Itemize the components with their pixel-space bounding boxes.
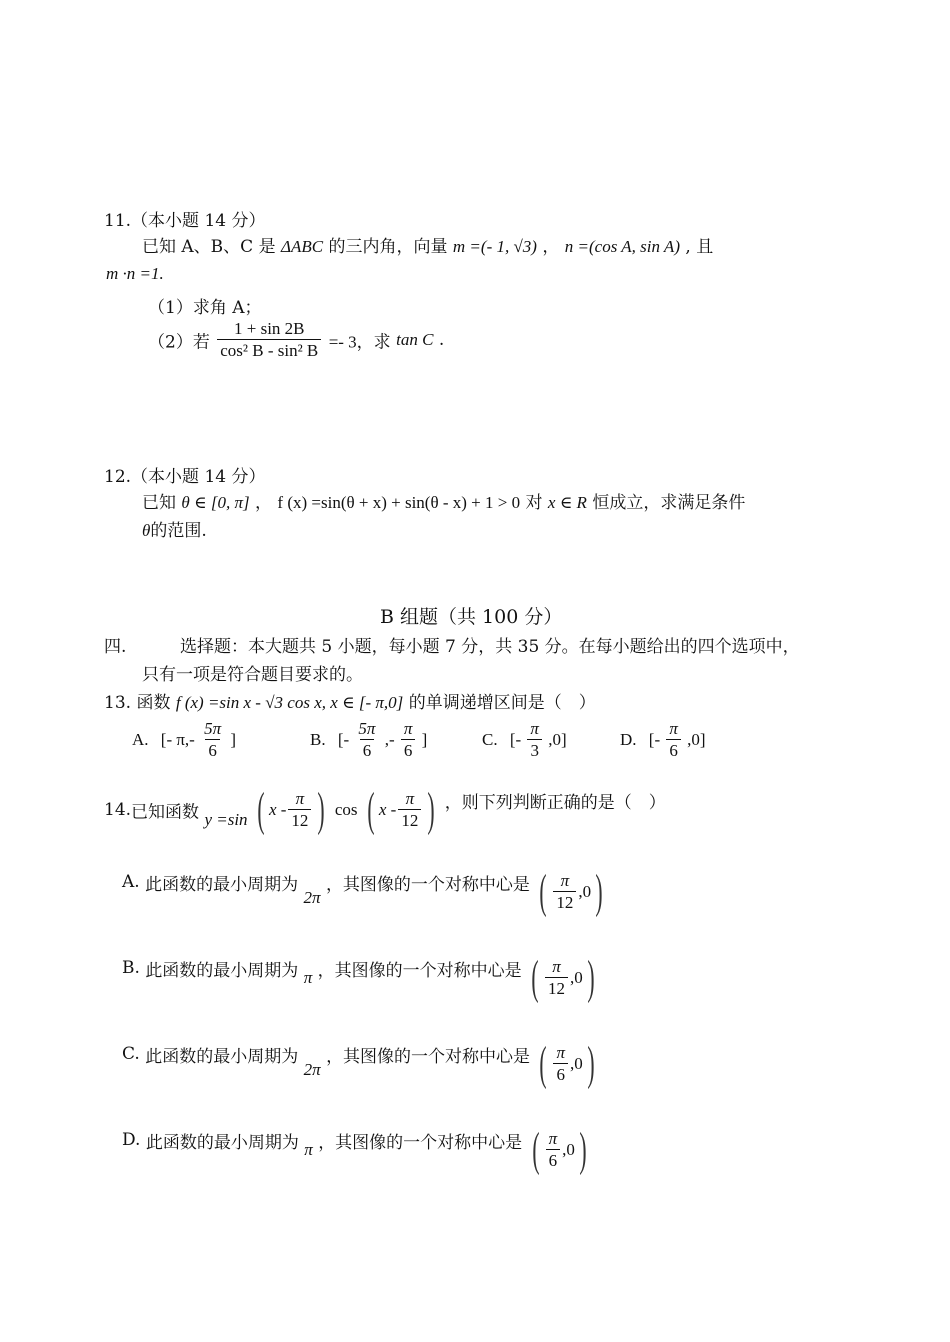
q14-option-b-num: π — [552, 956, 561, 976]
q11-header: 11.（本小题 14 分） — [104, 211, 266, 231]
q13-option-d-num: π — [669, 719, 678, 738]
section-number: 四. — [104, 637, 127, 657]
q14-option-b-frac — [545, 956, 568, 1000]
q14-option-c-center: ( $\frac{\pi}{6}$ ,0 ) — [539, 1037, 595, 1090]
q14-frac-1-num: π — [295, 788, 305, 808]
q13-option-b-frac1 — [355, 718, 378, 762]
q13-option-d-pre: [- — [648, 730, 661, 750]
q11-text-c: ， — [542, 237, 560, 257]
q14-cos: cos — [334, 800, 358, 819]
q14-option-a-text: 此函数的最小周期为 — [145, 874, 299, 895]
q14-option-c-period: 2π — [303, 1060, 321, 1079]
q12-line2-post: 的范围. — [150, 521, 207, 541]
q11-line1 — [142, 232, 713, 257]
group-b-title: B 组题（共 100 分） — [380, 606, 563, 628]
q14-option-d-label: D. — [122, 1130, 141, 1150]
q13-option-b-frac2 — [401, 718, 416, 762]
q14-option-d-tail: ,0 — [562, 1140, 575, 1159]
q13-option-b-num1: 5π — [358, 719, 376, 738]
q14-option-a-label: A. — [122, 872, 140, 892]
q13-option-c-den: 3 — [527, 739, 542, 762]
q14-x-minus-1: x - — [268, 800, 287, 819]
section-instructions: 选择题：本大题共 5 小题，每小题 7 分，共 35 分。在每小题给出的四个选项中， — [180, 637, 800, 657]
q14-option-c-text: 此函数的最小周期为 — [145, 1046, 299, 1067]
q13-option-a-frac — [201, 718, 224, 762]
q14-post: ，则下列判断正确的是（ ） — [444, 792, 666, 813]
q11-part1: （1）求角 A； — [148, 298, 262, 318]
q13-option-c-frac — [527, 718, 542, 762]
q13-option-c-label: C. — [482, 730, 498, 750]
q11-tan: tan C — [396, 330, 434, 350]
q14-number: 14. — [104, 800, 132, 820]
q14-option-c-mid: ，其图像的一个对称中心是 — [326, 1046, 531, 1067]
q12-line1 — [142, 488, 745, 513]
q11-part2-end: . — [438, 330, 445, 351]
q14-paren-1: ( x - $\frac{\pi}{12}$ ) — [257, 783, 326, 836]
q13-option-b-mid: ,- — [384, 730, 395, 750]
q14-stem — [104, 783, 666, 836]
q14-option-c-frac — [553, 1042, 568, 1086]
q13-option-a-post: ] — [230, 730, 237, 750]
q14-option-b-period: π — [303, 968, 313, 987]
q14-frac-2-num: π — [405, 788, 415, 808]
q13-option-b-den1: 6 — [360, 739, 375, 762]
q12-pre: 已知 — [142, 493, 176, 513]
q14-option-a-period: 2π — [303, 888, 321, 907]
q12-theta-range: θ ∈ [0, π] — [181, 493, 250, 512]
q14-option-d-frac — [546, 1128, 561, 1172]
q14-option-d-period: π — [304, 1140, 313, 1159]
q13-option-a-num: 5π — [204, 719, 222, 738]
q14-x-minus-2: x - — [378, 800, 397, 819]
q14-frac-2 — [398, 788, 421, 832]
q13-option-b-den2: 6 — [401, 739, 416, 762]
q13-option-c[interactable] — [482, 718, 567, 762]
q14-option-d-center: ( $\frac{\pi}{6}$ ,0 ) — [531, 1123, 587, 1176]
q11-fraction-den: cos² B - sin² B — [217, 339, 321, 362]
q13-option-a-den: 6 — [205, 739, 220, 762]
q12-dui: 对 — [525, 493, 543, 513]
q11-part2-post: =- 3，求 — [328, 332, 391, 352]
q13-option-b-label: B. — [310, 730, 326, 750]
q14-option-c-label: C. — [122, 1044, 140, 1064]
q14-option-b-mid: ，其图像的一个对称中心是 — [317, 960, 522, 981]
q14-option-c-num: π — [556, 1042, 565, 1062]
q14-option-a-den: 12 — [553, 891, 576, 914]
q14-option-a-center: ( $\frac{\pi}{12}$ ,0 ) — [539, 865, 603, 918]
q14-frac-1 — [288, 788, 311, 832]
q11-vector-m: m =(- 1, √3) — [452, 237, 537, 256]
q14-option-d[interactable] — [122, 1123, 591, 1176]
q11-triangle: ΔABC — [281, 237, 324, 256]
q11-condition: m ·n =1. — [106, 264, 164, 283]
q14-option-b-center: ( $\frac{\pi}{12}$ ,0 ) — [531, 951, 595, 1004]
q11-fraction-num: 1 + sin 2B — [234, 319, 305, 338]
q11-part2 — [148, 318, 444, 362]
q14-option-c-tail: ,0 — [569, 1054, 583, 1073]
q11-text-b: 的三内角，向量 — [328, 237, 448, 257]
q13-option-b-num2: π — [403, 719, 413, 738]
q13-option-b[interactable] — [310, 718, 427, 762]
q11-text-d: , 且 — [685, 237, 714, 257]
q13-post: 的单调递增区间是（ ） — [408, 693, 596, 713]
q13-option-b-pre: [- — [337, 730, 350, 750]
q13-option-a[interactable] — [132, 718, 236, 762]
q14-option-b-tail: ,0 — [570, 968, 583, 987]
q14-option-d-den: 6 — [546, 1149, 561, 1172]
q14-option-a-mid: ，其图像的一个对称中心是 — [325, 874, 530, 895]
q14-option-d-num: π — [548, 1128, 558, 1148]
q11-fraction — [217, 318, 321, 362]
q14-option-c[interactable] — [122, 1037, 599, 1090]
q14-y-sin: y =sin — [204, 810, 248, 829]
q13-option-d-den: 6 — [666, 739, 681, 762]
q13-function: f (x) =sin x - √3 cos x, x ∈ [- π,0] — [175, 693, 404, 712]
q11-vector-n: n =(cos A, sin A) — [564, 237, 680, 256]
q14-option-d-text: 此函数的最小周期为 — [145, 1132, 299, 1153]
q14-option-b-den: 12 — [545, 977, 568, 1000]
q13-stem — [104, 688, 596, 713]
q12-comma: ， — [255, 493, 272, 513]
q13-option-d-frac — [666, 718, 681, 762]
q14-pre: 已知函数 — [131, 802, 200, 823]
q14-option-b[interactable] — [122, 951, 599, 1004]
q13-option-d-post: ,0] — [687, 730, 706, 750]
q12-x-domain: x ∈ R — [547, 493, 587, 512]
q13-option-c-num: π — [530, 719, 539, 738]
q14-option-c-den: 6 — [553, 1063, 568, 1086]
q13-option-b-post: ] — [421, 730, 428, 750]
q14-paren-2: ( x - $\frac{\pi}{12}$ ) — [367, 783, 435, 836]
q12-header: 12.（本小题 14 分） — [104, 467, 266, 487]
q14-option-b-label: B. — [122, 958, 140, 978]
q11-text-a: 已知 A、B、C 是 — [142, 237, 276, 257]
q14-option-a-frac — [553, 870, 576, 914]
q12-post: 恒成立，求满足条件 — [592, 493, 746, 513]
q13-number: 13. — [104, 693, 132, 713]
q13-option-d[interactable] — [620, 718, 706, 762]
q11-part2-pre: （2）若 — [148, 332, 210, 353]
q13-option-a-pre: [- π,- — [160, 730, 195, 750]
q14-frac-2-den: 12 — [398, 809, 421, 832]
section-instructions-2: 只有一项是符合题目要求的。 — [142, 665, 363, 685]
q12-line2 — [142, 516, 207, 541]
q13-option-c-post: ,0] — [548, 730, 567, 750]
q14-option-d-mid: ，其图像的一个对称中心是 — [318, 1132, 523, 1153]
q14-option-a-num: π — [560, 870, 570, 890]
q13-option-c-pre: [- — [509, 730, 522, 750]
q14-option-a-tail: ,0 — [578, 882, 592, 901]
q14-option-b-text: 此函数的最小周期为 — [145, 960, 299, 981]
q13-option-d-label: D. — [620, 730, 637, 750]
q13-pre: 函数 — [136, 693, 171, 713]
q14-frac-1-den: 12 — [288, 809, 311, 832]
q12-theta: θ — [142, 521, 151, 540]
q14-option-a[interactable] — [122, 865, 607, 918]
q12-function: f (x) =sin(θ + x) + sin(θ - x) + 1 > 0 — [277, 493, 521, 512]
q13-option-a-label: A. — [132, 730, 149, 750]
